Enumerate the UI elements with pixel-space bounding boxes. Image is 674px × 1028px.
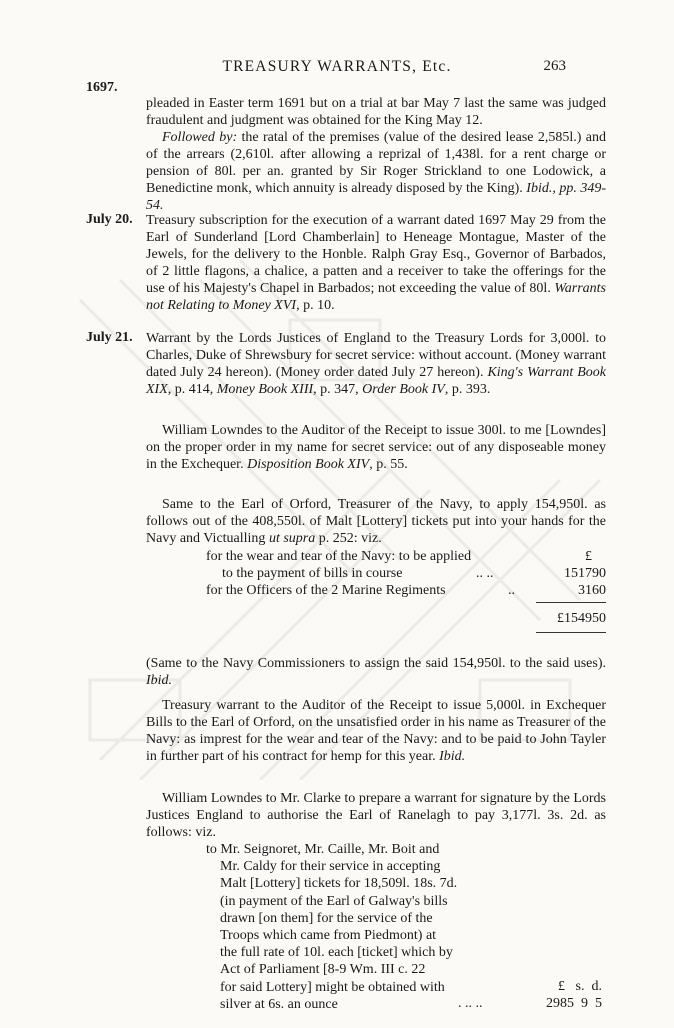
margin-year: 1697. [86, 80, 118, 95]
currency-header: £ s. d. [558, 978, 602, 994]
entry-paragraph: William Lowndes to the Auditor of the Receipt to issue 300l. to me [Lowndes] on the proper order in my name for secret service: out of any disposeable money in the Exchequer. Disposition Book XIV, p. 55. [146, 423, 606, 473]
sub-account-line: Act of Parliament [8-9 Wm. III c. 22 [220, 962, 426, 978]
entry-paragraph: Followed by: the ratal of the premises (value of the desired lease 2,585l.) and of the arrears (2,610l. after allowing a reprizal of 1,438l. for a rent charge or pension of 80l. per an. granted by Sir Roger Strickland to one Lodowick, a Benedictine monk, which annuity is already disposed by the King). Ibid., pp. 349-54. [146, 130, 607, 214]
entry-paragraph: William Lowndes to Mr. Clarke to prepare a warrant for signature by the Lords Justices England to authorise the Earl of Ranelagh to pay 3,177l. 3s. 2d. as follows: viz. [146, 791, 606, 841]
margin-date: July 21. [86, 330, 133, 345]
margin-date: July 20. [86, 212, 133, 227]
sub-account-line: for said Lottery] might be obtained with [220, 979, 445, 995]
entry-paragraph: pleaded in Easter term 1691 but on a trial at bar May 7 last the same was judged fraudulent and judgment was obtained for the King May 12. [146, 96, 606, 129]
sub-account-line: the full rate of 10l. each [ticket] which by [220, 945, 453, 961]
page-number: 263 [543, 58, 566, 74]
sub-account-line: Mr. Caldy for their service in accepting [220, 859, 441, 875]
sub-account-line: silver at 6s. an ounce [220, 996, 338, 1012]
sub-account-line: to Mr. Seignoret, Mr. Caille, Mr. Boit and [206, 842, 440, 857]
account-table: for the wear and tear of the Navy: to be applied £ to the payment of bills in course .. .. 151790 for the Officers of the 2 Marine Regiments .. 3160 £154950 [146, 548, 606, 648]
entry-paragraph: Treasury warrant to the Auditor of the Receipt to issue 5,000l. in Exchequer Bills to the Earl of Orford, on the unsatisfied order in his name as Treasurer of the Navy: as imprest for the wear and tear of the Navy: and to be paid to John Tayler in further part of his contract for hemp for this year. Ibid. [146, 698, 606, 765]
entry-paragraph: (Same to the Navy Commissioners to assign the said 154,950l. to the said uses). Ibid. [146, 656, 606, 689]
entry-paragraph: Same to the Earl of Orford, Treasurer of the Navy, to apply 154,950l. as follows out of the 408,550l. of Malt [Lottery] tickets put into your hands for the Navy and Victualling ut supra p. 252: viz. [146, 497, 606, 547]
amount: 2985 9 5 [546, 995, 602, 1011]
sub-account-text [206, 841, 506, 1013]
sub-account-line: drawn [on them] for the service of the [220, 910, 433, 926]
sum-rule [536, 602, 606, 603]
leader-dots: . .. .. [458, 995, 483, 1011]
sub-account-line: (in payment of the Earl of Galway's bills [220, 893, 448, 909]
sum-rule [536, 632, 606, 633]
running-header-title: TREASURY WARRANTS, Etc. [222, 58, 452, 75]
sub-account-line: Malt [Lottery] tickets for 18,509l. 18s. 7d. [220, 876, 458, 892]
entry-paragraph: Treasury subscription for the execution of a warrant dated 1697 May 29 from the Earl of Sunderland [Lord Chamberlain] to Heneage Montague, Master of the Jewels, for the delivery to the Honble. Ralph Gray Esq., Governor of Barbados, of 2 little flagons, a chalice, a patten and a receiver to take the offerings for the use of his Majesty's Chapel in Barbados; not exceeding the value of 80l. Warrants not Relating to Money XVI, p. 10. [146, 213, 606, 314]
sub-account-block [146, 841, 606, 1016]
sub-account-line: Troops which came from Piedmont) at [220, 928, 437, 944]
entry-paragraph: Warrant by the Lords Justices of England to the Treasury Lords for 3,000l. to Charles, Duke of Shrewsbury for secret service: without account. (Money warrant dated July 24 hereon). (Money order dated July 27 hereon). King's Warrant Book XIX, p. 414, Money Book XIII, p. 347, Order Book IV, p. 393. [146, 331, 606, 398]
